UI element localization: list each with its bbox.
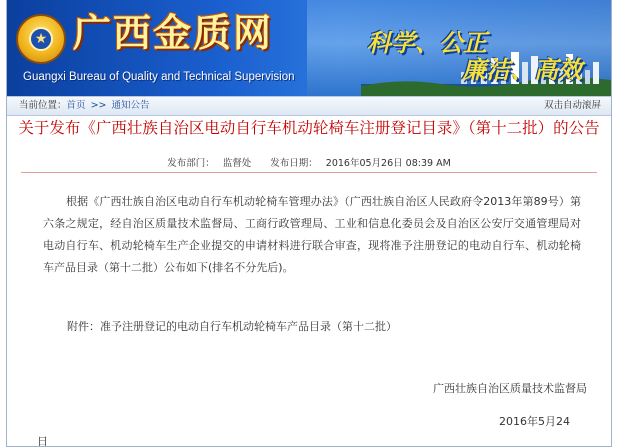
attachment-text: 附件：准予注册登记的电动自行车机动轮椅车产品目录（第十二批） <box>67 320 397 333</box>
site-banner <box>7 0 611 96</box>
navigation-bar <box>7 96 611 116</box>
signature-organization: 广西壮族自治区质量技术监督局 <box>433 382 587 395</box>
slogan-line-2: 廉洁、高效 <box>462 56 582 84</box>
department-value: 监督处 <box>222 158 252 169</box>
article-title: 关于发布《广西壮族自治区电动自行车机动轮椅车注册登记目录》（第十二批）的公告 <box>18 119 600 137</box>
publish-date-label: 发布日期： <box>270 158 318 169</box>
breadcrumb-separator: >> <box>90 100 107 111</box>
current-location-label: 当前位置： <box>19 100 67 111</box>
article-meta <box>7 158 611 170</box>
signature-date-wrap: 日 <box>37 435 48 447</box>
article-body <box>43 191 581 279</box>
page-frame <box>6 0 612 447</box>
site-subtitle: Guangxi Bureau of Quality and Technical Supervision <box>23 71 295 83</box>
auto-scroll-toggle[interactable]: 双击自动滚屏 <box>543 100 601 111</box>
breadcrumb-notices-link[interactable]: 通知公告 <box>111 100 150 111</box>
department-label: 发布部门： <box>167 158 215 169</box>
breadcrumb <box>19 97 150 115</box>
slogan-line-1: 科学、公正 <box>367 29 487 57</box>
breadcrumb-home-link[interactable]: 首页 <box>66 100 86 111</box>
meta-divider <box>21 172 597 173</box>
body-paragraph: 根据《广西壮族自治区电动自行车机动轮椅车管理办法》（广西壮族自治区人民政府令2013年第89号）第六条之规定，经自治区质量技术监督局、工商行政管理局、工业和信息化委员会及自治区公安厅交通管理局对电动自行车、机动轮椅车生产企业提交的申请材料进行联合审查，现将准予注册登记的电动自行车、机动轮椅车产品目录（第十二批）公布如下(排名不分先后)。 <box>43 195 581 274</box>
bureau-emblem-logo: ★ <box>16 14 66 64</box>
site-title: 广西金质网 <box>73 10 274 55</box>
publish-date-value: 2016年05月26日 08:39 AM <box>325 158 451 169</box>
signature-date: 2016年5月24 <box>499 415 570 428</box>
